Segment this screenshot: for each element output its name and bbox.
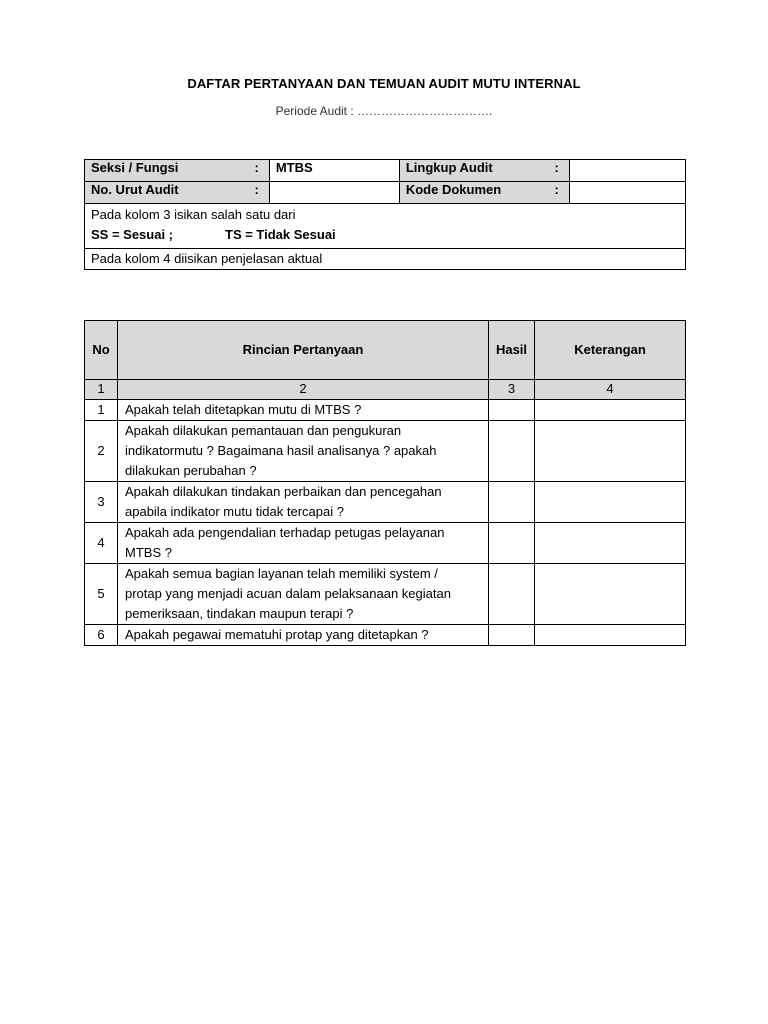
table-row: [85, 400, 686, 421]
no-urut-audit-value[interactable]: [269, 182, 399, 204]
question-text: [118, 421, 489, 482]
column-number: 2: [118, 380, 489, 400]
question-table: [84, 320, 686, 646]
audit-period: Periode Audit : …………………………….: [275, 104, 493, 118]
header-keterangan: Keterangan: [535, 321, 686, 380]
question-line: Apakah telah ditetapkan mutu di MTBS ?: [125, 402, 362, 417]
lingkup-colon: :: [545, 160, 569, 182]
hasil-cell[interactable]: [489, 421, 535, 482]
keterangan-cell[interactable]: [535, 564, 686, 625]
question-line: Apakah dilakukan tindakan perbaikan dan pencegahan: [125, 484, 442, 499]
question-text: [118, 482, 489, 523]
table-row: [85, 523, 686, 564]
question-line: dilakukan perubahan ?: [125, 463, 257, 478]
kode-dokumen-value[interactable]: [569, 182, 685, 204]
legend-ts: TS = Tidak Sesuai: [225, 227, 336, 242]
keterangan-cell[interactable]: [535, 482, 686, 523]
header-no: No: [85, 321, 118, 380]
question-line: Apakah dilakukan pemantauan dan pengukuran: [125, 423, 402, 438]
column-number: 1: [85, 380, 118, 400]
document-title: DAFTAR PERTANYAAN DAN TEMUAN AUDIT MUTU INTERNAL: [187, 76, 581, 91]
row-number: 6: [85, 625, 118, 646]
row-number: 2: [85, 421, 118, 482]
seksi-fungsi-value[interactable]: MTBS: [269, 160, 399, 182]
header-hasil: Hasil: [489, 321, 535, 380]
row-number: 1: [85, 400, 118, 421]
kode-dokumen-label: Kode Dokumen: [399, 182, 545, 204]
keterangan-cell[interactable]: [535, 400, 686, 421]
question-line: apabila indikator mutu tidak tercapai ?: [125, 504, 344, 519]
keterangan-cell[interactable]: [535, 421, 686, 482]
question-text: [118, 400, 489, 421]
hasil-cell[interactable]: [489, 564, 535, 625]
question-line: MTBS ?: [125, 545, 172, 560]
lingkup-audit-label: Lingkup Audit: [399, 160, 545, 182]
hasil-cell[interactable]: [489, 400, 535, 421]
no-urut-colon: :: [249, 182, 270, 204]
hasil-cell[interactable]: [489, 523, 535, 564]
instruction-legend: [91, 225, 679, 245]
table-row: [85, 421, 686, 482]
legend-ss: SS = Sesuai ;: [91, 227, 174, 242]
question-line: Apakah pegawai mematuhi protap yang ditetapkan ?: [125, 627, 429, 642]
seksi-colon: :: [249, 160, 270, 182]
table-row: [85, 564, 686, 625]
question-line: protap yang menjadi acuan dalam pelaksanaan kegiatan: [125, 586, 451, 601]
column-number: 3: [489, 380, 535, 400]
column-number: 4: [535, 380, 686, 400]
row-number: 4: [85, 523, 118, 564]
question-line: Apakah ada pengendalian terhadap petugas pelayanan: [125, 525, 445, 540]
question-line: indikatormutu ? Bagaimana hasil analisanya ? apakah: [125, 443, 437, 458]
question-text: [118, 564, 489, 625]
seksi-fungsi-label: Seksi / Fungsi: [85, 160, 249, 182]
row-number: 3: [85, 482, 118, 523]
audit-info-table: [84, 159, 686, 270]
hasil-cell[interactable]: [489, 625, 535, 646]
table-row: [85, 625, 686, 646]
hasil-cell[interactable]: [489, 482, 535, 523]
question-text: [118, 625, 489, 646]
instruction-cell: [85, 204, 686, 249]
no-urut-audit-label: No. Urut Audit: [85, 182, 249, 204]
question-line: Apakah semua bagian layanan telah memiliki system /: [125, 566, 438, 581]
kode-colon: :: [545, 182, 569, 204]
question-text: [118, 523, 489, 564]
table-row: [85, 482, 686, 523]
keterangan-cell[interactable]: [535, 625, 686, 646]
header-rincian-pertanyaan: Rincian Pertanyaan: [118, 321, 489, 380]
keterangan-cell[interactable]: [535, 523, 686, 564]
lingkup-audit-value[interactable]: [569, 160, 685, 182]
instruction-note-2: Pada kolom 4 diisikan penjelasan aktual: [85, 249, 686, 270]
instruction-note-1: Pada kolom 3 isikan salah satu dari: [91, 207, 296, 222]
question-line: pemeriksaan, tindakan maupun terapi ?: [125, 606, 354, 621]
row-number: 5: [85, 564, 118, 625]
